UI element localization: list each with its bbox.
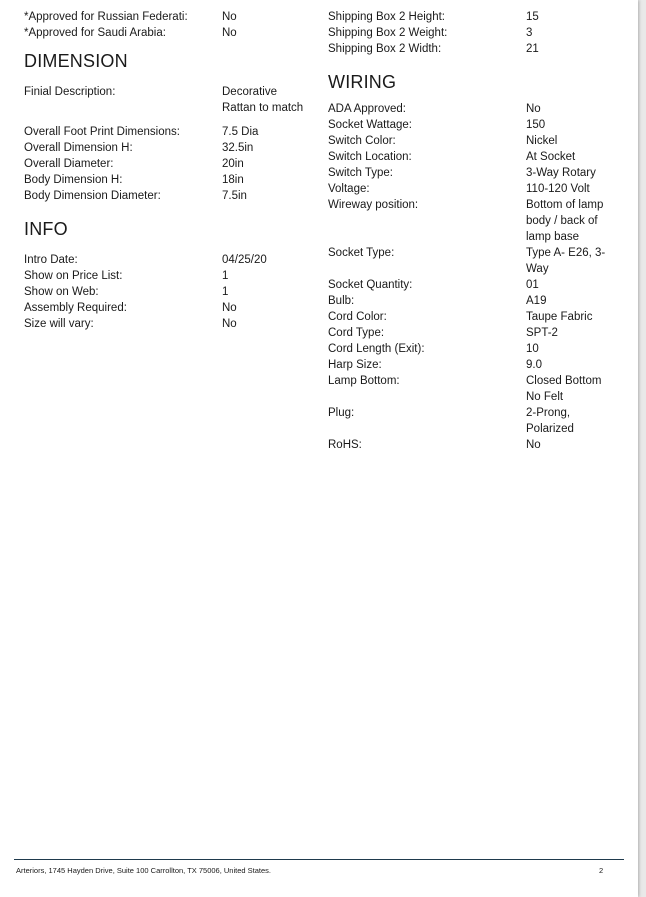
spec-value: 9.0 [526, 359, 542, 371]
spec-label: Lamp Bottom: [328, 375, 400, 387]
spec-row [24, 156, 314, 172]
spec-row [328, 165, 628, 181]
spec-label: Switch Location: [328, 151, 412, 163]
spec-label: Overall Diameter: [24, 158, 114, 170]
spec-row [24, 84, 314, 116]
spec-value: 10 [526, 343, 539, 355]
spec-value: Bottom of lamp body / back of lamp base [526, 199, 604, 243]
spec-label: Overall Dimension H: [24, 142, 133, 154]
spec-label: *Approved for Saudi Arabia: [24, 27, 166, 39]
spec-row [328, 197, 628, 245]
spec-value: Closed Bottom No Felt [526, 375, 602, 403]
spec-value: No [222, 11, 237, 23]
spec-label: Cord Type: [328, 327, 385, 339]
spec-label: Shipping Box 2 Weight: [328, 27, 448, 39]
dimension-heading: DIMENSION [24, 51, 128, 71]
spec-row [328, 309, 628, 325]
spec-value: No [526, 439, 541, 451]
spec-label: Body Dimension Diameter: [24, 190, 161, 202]
spec-label: Voltage: [328, 183, 370, 195]
left-column [24, 9, 314, 332]
footer-address: Arteriors, 1745 Hayden Drive, Suite 100 Carrollton, TX 75006, United States. [16, 866, 271, 875]
spec-label: Plug: [328, 407, 355, 419]
spec-row [24, 172, 314, 188]
spec-label: Socket Quantity: [328, 279, 413, 291]
spec-value: 7.5 Dia [222, 126, 259, 138]
spec-value: Decorative Rattan to match [222, 86, 304, 114]
spec-row [328, 101, 628, 117]
spec-value: No [222, 27, 237, 39]
spec-row [328, 373, 628, 405]
spec-value: 1 [222, 270, 229, 282]
spec-value: 3 [526, 27, 533, 39]
spec-value: 15 [526, 11, 539, 23]
spec-row [24, 316, 314, 332]
spec-row [328, 149, 628, 165]
spec-row [328, 341, 628, 357]
spec-label: Intro Date: [24, 254, 78, 266]
spec-value: 20in [222, 158, 244, 170]
spec-row [328, 437, 628, 453]
spec-label: Wireway position: [328, 199, 419, 211]
spec-label: Harp Size: [328, 359, 382, 371]
spec-value: 110-120 Volt [526, 183, 590, 195]
spec-label: Finial Description: [24, 86, 116, 98]
wiring-heading: WIRING [328, 72, 397, 92]
spec-value: 21 [526, 43, 539, 55]
spec-row [328, 325, 628, 341]
spec-row [328, 25, 628, 41]
spec-value: 32.5in [222, 142, 254, 154]
spec-value: No [222, 302, 237, 314]
spec-value: SPT-2 [526, 327, 558, 339]
spec-value: No [222, 318, 237, 330]
spec-value: 18in [222, 174, 244, 186]
spec-label: Assembly Required: [24, 302, 127, 314]
spec-value: Nickel [526, 135, 558, 147]
spec-label: Socket Type: [328, 247, 395, 259]
spec-label: Cord Length (Exit): [328, 343, 425, 355]
spec-value: A19 [526, 295, 547, 307]
spec-row [328, 9, 628, 25]
spec-label: Shipping Box 2 Height: [328, 11, 445, 23]
spec-value: 04/25/20 [222, 254, 267, 266]
spec-row [328, 357, 628, 373]
spec-row [24, 25, 314, 41]
spec-row [328, 181, 628, 197]
spec-label: Body Dimension H: [24, 174, 123, 186]
spec-label: Switch Type: [328, 167, 393, 179]
right-column [328, 9, 628, 453]
spec-row [24, 140, 314, 156]
spec-label: Show on Price List: [24, 270, 123, 282]
spec-value: 3-Way Rotary [526, 167, 596, 179]
spec-row [24, 9, 314, 25]
spec-label: Size will vary: [24, 318, 94, 330]
spec-row [24, 188, 314, 204]
spec-row [24, 252, 314, 268]
spec-row [328, 277, 628, 293]
spec-value: 150 [526, 119, 546, 131]
spec-row [24, 284, 314, 300]
spec-label: Show on Web: [24, 286, 99, 298]
spec-value: 1 [222, 286, 229, 298]
spec-row [24, 300, 314, 316]
spec-label: ADA Approved: [328, 103, 406, 115]
spec-value: At Socket [526, 151, 576, 163]
spec-label: Overall Foot Print Dimensions: [24, 126, 180, 138]
spec-value: 7.5in [222, 190, 247, 202]
footer-divider [14, 859, 624, 860]
spec-value: Type A- E26, 3-Way [526, 247, 606, 275]
spec-label: *Approved for Russian Federati: [24, 11, 188, 23]
spec-value: 01 [526, 279, 539, 291]
spec-row [328, 41, 628, 57]
spec-label: Bulb: [328, 295, 355, 307]
spec-value: 2-Prong, Polarized [526, 407, 574, 435]
spec-label: Shipping Box 2 Width: [328, 43, 442, 55]
spec-value: No [526, 103, 541, 115]
spec-row [328, 293, 628, 309]
spec-label: Switch Color: [328, 135, 396, 147]
spec-row [328, 245, 628, 277]
spec-value: Taupe Fabric [526, 311, 593, 323]
spec-row [328, 405, 628, 437]
spec-row [24, 268, 314, 284]
spec-label: RoHS: [328, 439, 362, 451]
spec-label: Cord Color: [328, 311, 387, 323]
spec-row [328, 117, 628, 133]
page-number: 2 [599, 866, 604, 875]
spec-label: Socket Wattage: [328, 119, 412, 131]
spec-row [328, 133, 628, 149]
info-heading: INFO [24, 219, 68, 239]
spec-row [24, 124, 314, 140]
